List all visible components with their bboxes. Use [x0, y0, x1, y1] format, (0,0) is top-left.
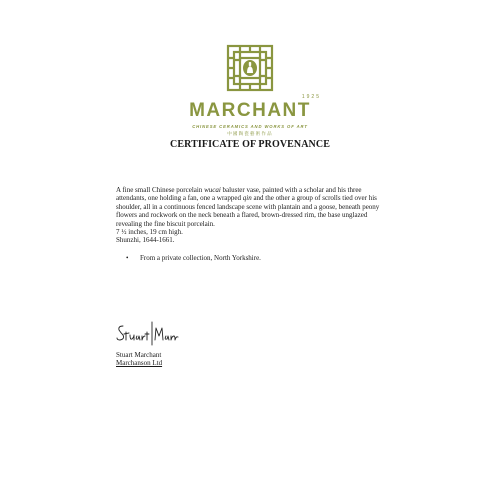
brand-chinese-name: 中國陶瓷藝術作品 [227, 132, 273, 137]
brand-wordmark [185, 94, 321, 122]
signatory-company: Marchanson Ltd [116, 359, 163, 368]
signatory-block [116, 351, 162, 367]
brand-name: MARCHANT [189, 100, 311, 121]
description-text-start: A fine small Chinese porcelain [116, 186, 205, 194]
provenance-list [126, 254, 376, 262]
description-text-middle: baluster vase, painted with a scholar and his three attendants, one holding a fan, one a wrapped [116, 186, 362, 203]
item-period: Shunzhi, 1644-1661. [116, 236, 175, 245]
description-paragraph [116, 186, 386, 228]
term-qin: qin [242, 194, 252, 203]
brand-year: 1925 [301, 94, 321, 100]
bullet-icon: • [126, 254, 129, 262]
certificate-title: CERTIFICATE OF PROVENANCE [170, 139, 330, 150]
lattice-emblem-icon [226, 44, 274, 92]
item-description [116, 186, 386, 245]
handwritten-signature [114, 318, 180, 348]
marchant-logo [0, 44, 500, 137]
description-text-end: and the other a group of scrolls tied over his shoulder, all in a continuous fenced landscape scene with plantain and a goose, beneath peony flowers and rockwork on the neck beneath a flared, brown-dressed rim, the base unglazed revealing the fine biscuit porcelain. [116, 194, 380, 228]
term-wucai: wucai [204, 186, 221, 194]
provenance-item [126, 254, 376, 262]
item-dimensions: 7 ½ inches, 19 cm high. [116, 228, 183, 237]
brand-tagline: CHINESE CERAMICS AND WORKS OF ART [192, 124, 308, 129]
signatory-name: Stuart Marchant [116, 351, 162, 359]
provenance-text: From a private collection, North Yorkshire. [140, 254, 261, 262]
